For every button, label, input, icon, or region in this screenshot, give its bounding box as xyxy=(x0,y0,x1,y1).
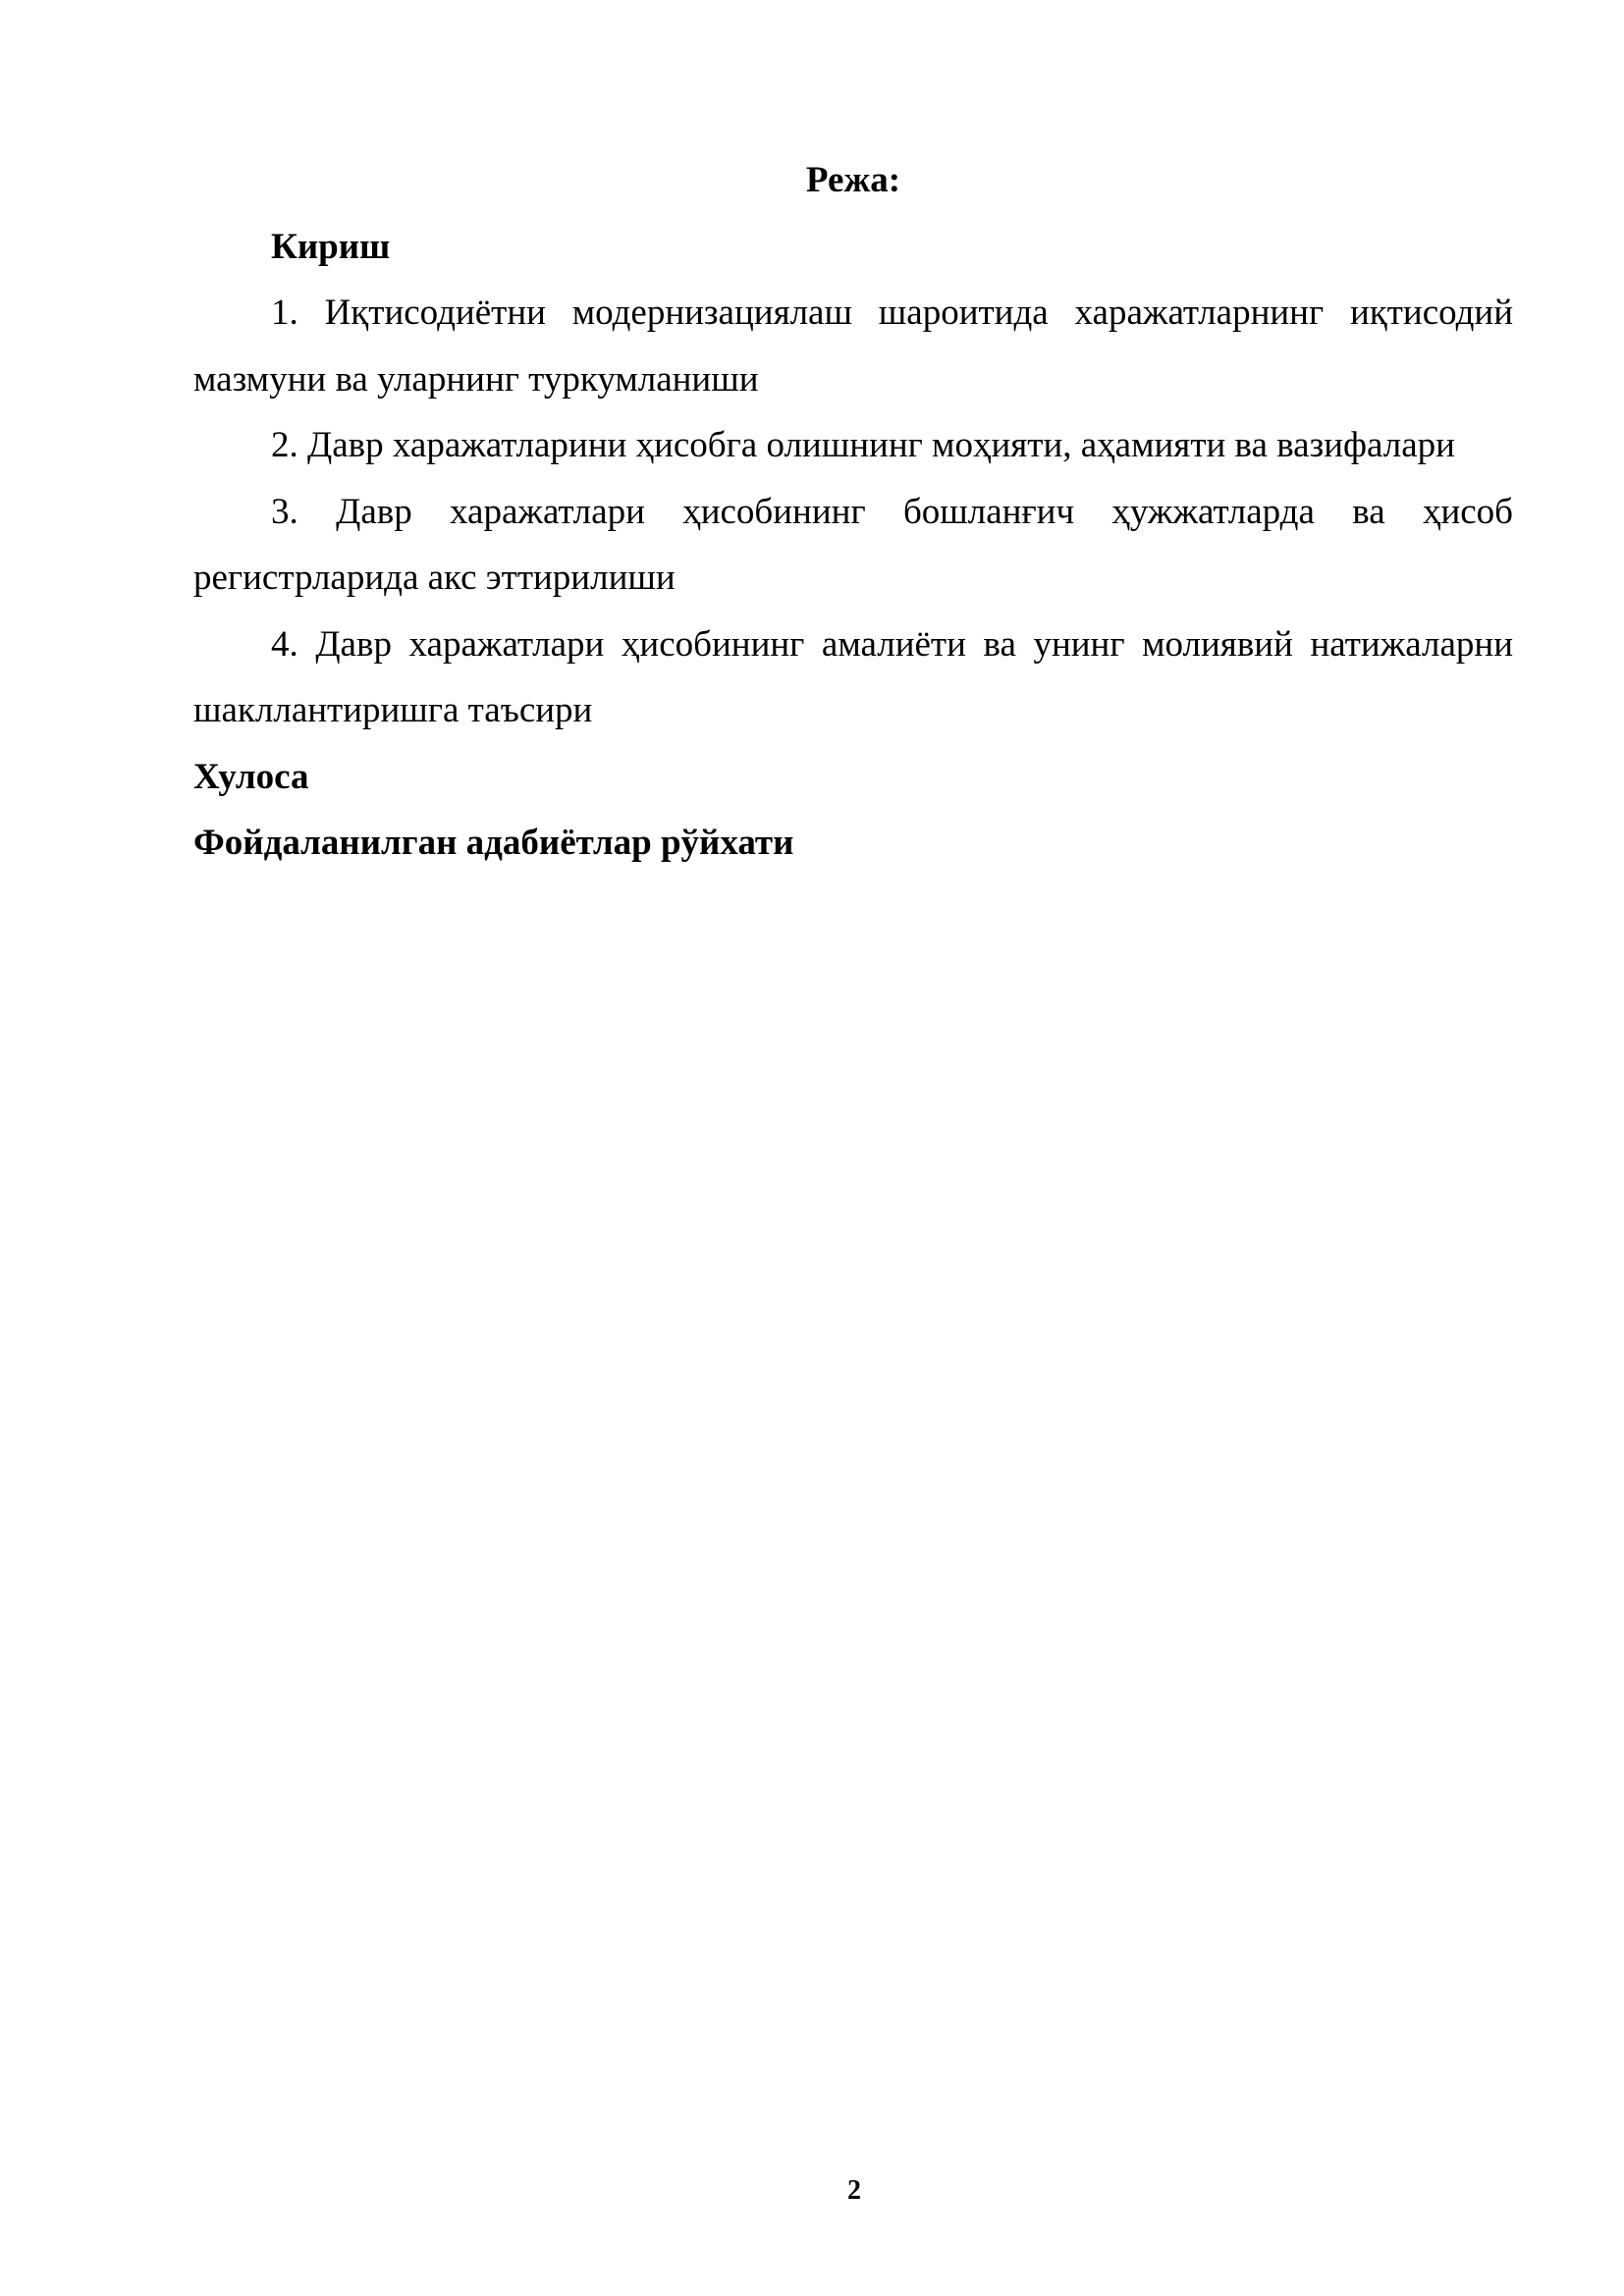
plan-item-3: 3. Давр харажатлари ҳисобининг бошланғич ҳужжатларда ва ҳисоб регистрларида акс эттирилиши xyxy=(193,491,1513,598)
page-number: 2 xyxy=(847,2175,861,2206)
references-heading: Фойдаланилган адабиётлар рўйхати xyxy=(193,823,794,863)
plan-item-4: 4. Давр харажатлари ҳисобининг амалиёти ва унинг молиявий натижаларни шакллантиришга таъсири xyxy=(193,623,1513,730)
intro-heading: Кириш xyxy=(271,226,391,267)
plan-content xyxy=(193,147,1513,877)
plan-item-2: 2. Давр харажатларини ҳисобга олишнинг моҳияти, аҳамияти ва вазифалари xyxy=(271,425,1455,465)
plan-item-1: 1. Иқтисодиётни модернизациялаш шароитида харажатларнинг иқтисодий мазмуни ва уларнинг туркумланиши xyxy=(193,293,1513,400)
conclusion-heading: Хулоса xyxy=(193,756,309,797)
page-title: Режа: xyxy=(805,160,901,200)
